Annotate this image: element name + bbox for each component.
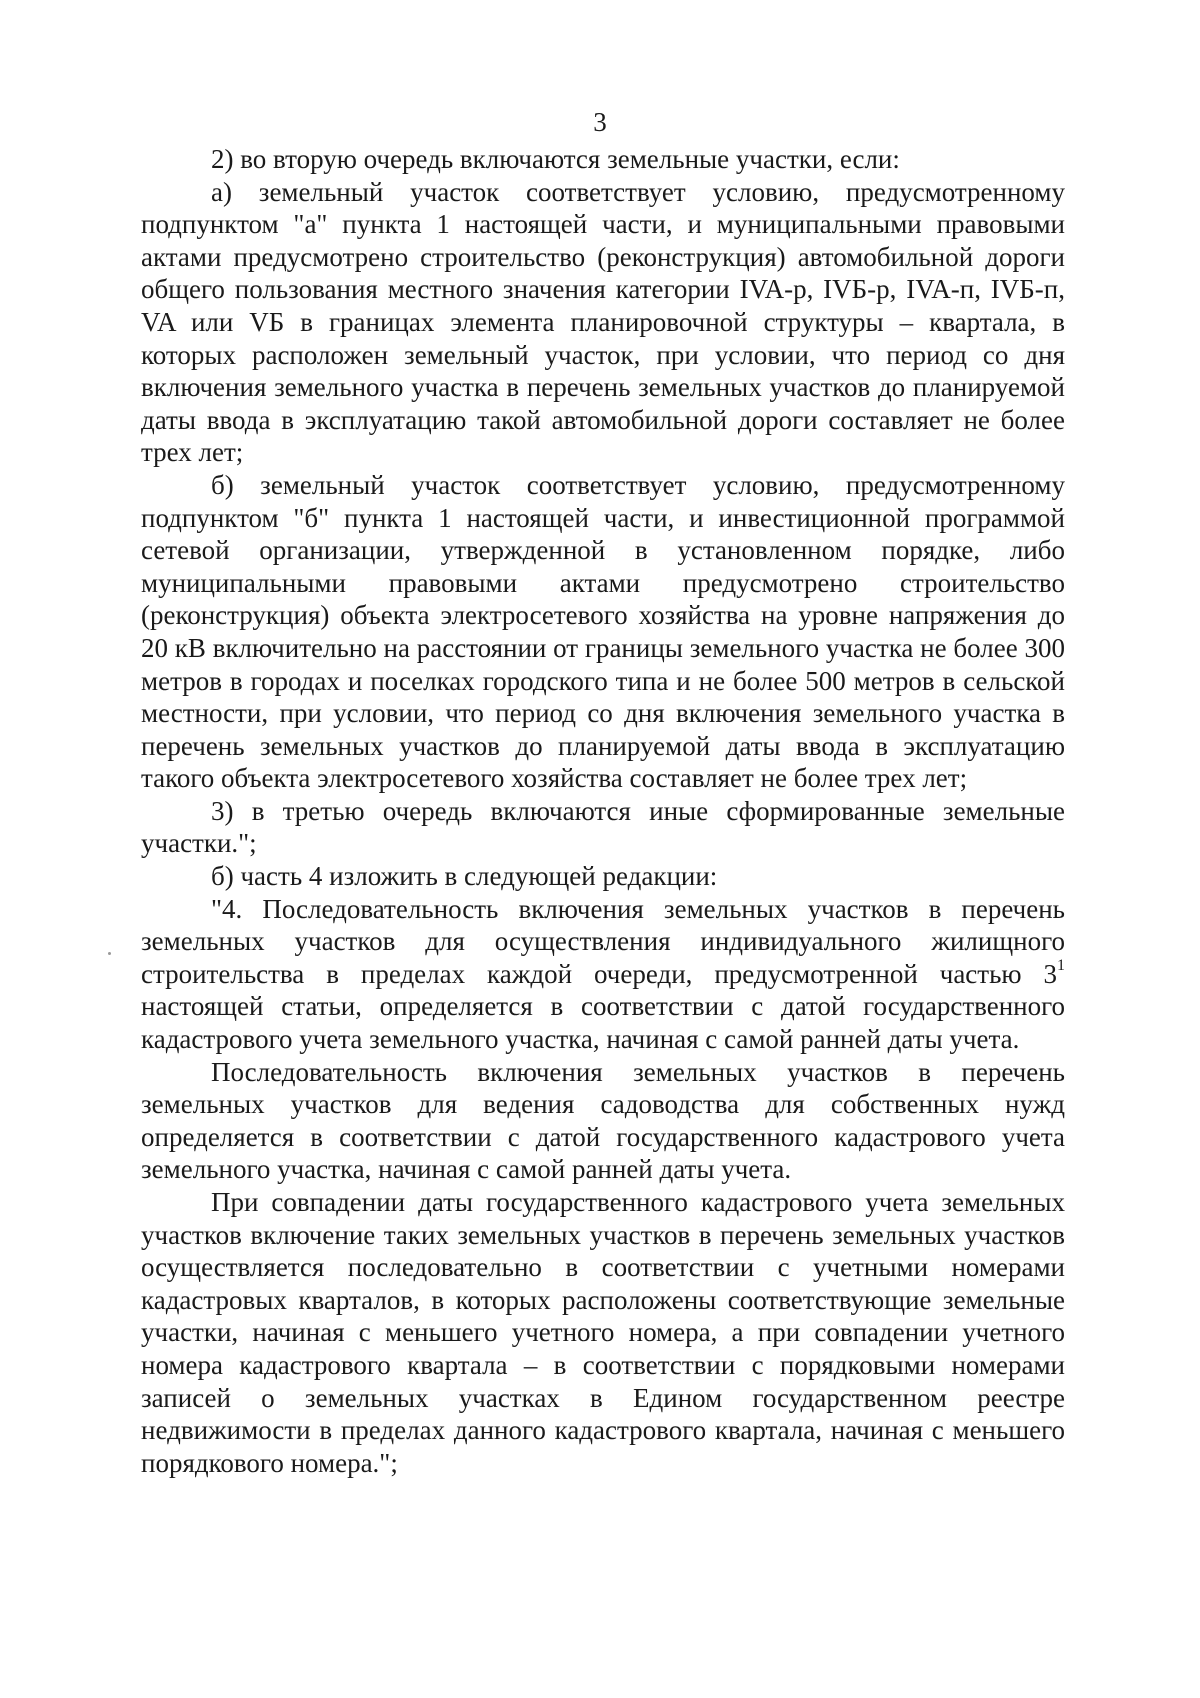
margin-mark <box>108 952 111 955</box>
paragraph-same-date-order: При совпадении даты государственного кадастрового учета земельных участков включение таких земельных участков в перечень земельных участков осуществляется последовательно в соответствии с учетными номерами кадастровых кварталов, в которых расположены соответствующие земельные участки, начиная с меньшего учетного номера, а при совпадении учетного номера кадастрового квартала – в соответствии с порядковыми номерами записей о земельных участках в Едином государственном реестре недвижимости в пределах данного кадастрового квартала, начиная с меньшего порядкового номера."; <box>141 1187 1065 1478</box>
paragraph-third-queue: 3) в третью очередь включаются иные сформированные земельные участки."; <box>141 795 1065 859</box>
paragraph-part-4-text-end: настоящей статьи, определяется в соответствии с датой государственного кадастрового учета земельного участка, начиная с самой ранней даты учета. <box>141 991 1065 1055</box>
paragraph-part-4-amendment: б) часть 4 изложить в следующей редакции: <box>211 861 718 892</box>
paragraph-gardening-order: Последовательность включения земельных участков в перечень земельных участков для ведения садоводства для собственных нужд определяется в соответствии с датой государственного кадастрового учета земельного участка, начиная с самой ранней даты учета. <box>141 1056 1065 1185</box>
paragraph-subitem-b: б) земельный участок соответствует условию, предусмотренному подпунктом "б" пункта 1 настоящей части, и инвестиционной программой сетевой организации, утвержденной в установленном порядке, либо муниципальными правовыми актами предусмотрено строительство (реконструкция) объекта электросетевого хозяйства на уровне напряжения до 20 кВ включительно на расстоянии от границы земельного участка не более 300 метров в городах и поселках городского типа и не более 500 метров в сельской местности, при условии, что период со дня включения земельного участка в перечень земельных участков до планируемой даты ввода в эксплуатацию такого объекта электросетевого хозяйства составляет не более трех лет; <box>141 469 1065 794</box>
paragraph-subitem-a: а) земельный участок соответствует условию, предусмотренному подпунктом "а" пункта 1 настоящей части, и муниципальными правовыми актами предусмотрено строительство (реконструкция) автомобильной дороги общего пользования местного значения категории IVA-р, IVБ-р, IVA-п, IVБ-п, VA или VБ в границах элемента планировочной структуры – квартала, в которых расположен земельный участок, при условии, что период со дня включения земельного участка в перечень земельных участков до планируемой даты ввода в эксплуатацию такой автомобильной дороги составляет не более трех лет; <box>141 176 1065 468</box>
paragraph-part-4-text-start: "4. Последовательность включения земельных участков в перечень земельных участков для осуществления индивидуального жилищного строительства в пределах каждой очереди, предусмотренной частью 3 <box>141 893 1065 989</box>
document-body <box>141 143 1065 1479</box>
paragraph-second-queue: 2) во вторую очередь включаются земельные участки, если: <box>211 144 900 174</box>
paragraph-part-4-text <box>141 893 1065 1056</box>
page-number: 3 <box>593 107 607 137</box>
superscript-index: 1 <box>1057 956 1065 974</box>
